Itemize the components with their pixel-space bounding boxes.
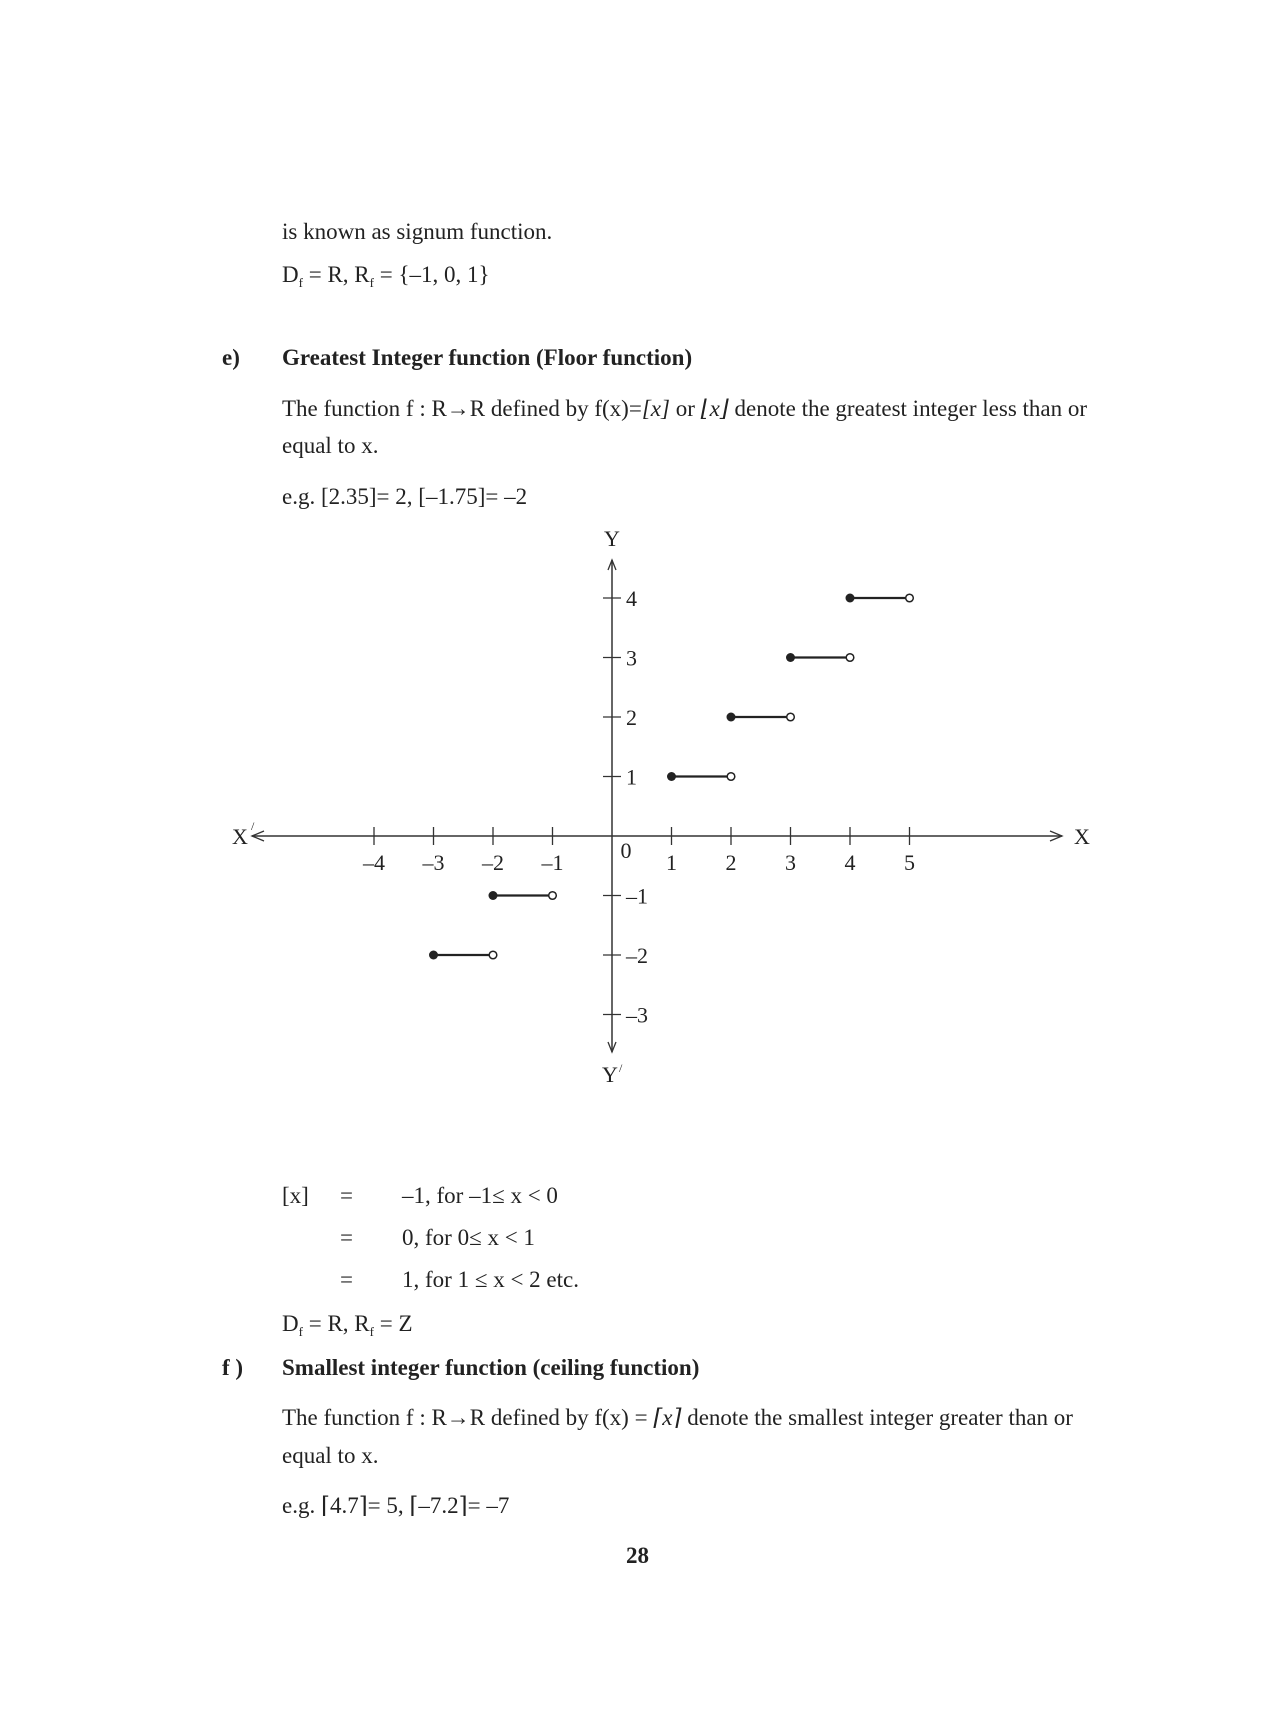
eg-label: e.g. (282, 484, 321, 509)
closed-dot-1 (489, 891, 498, 900)
x-tick-label-4: 1 (666, 850, 677, 875)
y-tick-label-2: 2 (626, 705, 637, 730)
eg-d: = –7 (467, 1493, 510, 1518)
def-text: The function f : R→R defined by f(x)= (282, 396, 642, 421)
x-tick-label-0: –4 (363, 850, 385, 875)
y-tick-label-4: –1 (626, 883, 648, 909)
y-axis-label: Y (604, 526, 620, 551)
y-tick-label-6: –3 (626, 1002, 648, 1028)
rf-sub: f (369, 275, 374, 290)
closed-dot-5 (846, 594, 855, 603)
def-text: The function f : R→R defined by f(x) = (282, 1405, 654, 1430)
eg-c: ⌈–7.2⌉ (409, 1493, 468, 1518)
x-axis-label: X (1074, 824, 1090, 849)
section-f-example (282, 1492, 509, 1520)
y-tick-label-5: –2 (626, 943, 648, 968)
step-segments (429, 594, 913, 960)
section-e-title: Greatest Integer function (Floor function) (282, 345, 693, 370)
open-dot-3 (787, 713, 795, 721)
def-floor-x: ⌊x⌋ (700, 396, 729, 421)
def-or: or (669, 396, 701, 421)
df-mid: = R, R (302, 1311, 370, 1336)
x-tick-label-8: 5 (904, 850, 915, 875)
open-dot-0 (489, 951, 497, 959)
closed-dot-2 (667, 772, 676, 781)
cases-row-2: 0, for 0≤ x < 1 (402, 1225, 535, 1250)
df-letter: D (282, 1311, 299, 1336)
cases-lhs: [x] (282, 1183, 309, 1208)
y-neg-axis-label: Y (602, 1062, 618, 1087)
x-neg-axis-label: X (232, 824, 248, 849)
x-tick-label-2: –2 (482, 850, 504, 875)
y-neg-prime: / (619, 1061, 623, 1075)
x-tick-label-7: 4 (844, 850, 856, 875)
intro-line: is known as signum function. (282, 219, 553, 244)
eg-d: = –2 (485, 484, 528, 509)
df-sub: f (298, 1324, 303, 1339)
closed-dot-3 (727, 713, 736, 722)
x-tick-label-5: 2 (725, 850, 737, 875)
open-dot-4 (846, 654, 854, 662)
section-f-definition-line2: equal to x. (282, 1443, 379, 1468)
x-neg-prime: / (251, 819, 255, 833)
eg-a: [2.35] (320, 484, 377, 509)
x-tick-label-6: 3 (785, 850, 796, 875)
y-tick-label-1: 3 (626, 645, 637, 671)
def-text-tail: denote the greatest integer less than or (728, 396, 1088, 421)
axes (252, 560, 1062, 1052)
closed-dot-0 (429, 951, 438, 960)
eg-a: ⌈4.7⌉ (320, 1493, 368, 1518)
section-e-definition-line2: equal to x. (282, 433, 379, 458)
open-dot-1 (549, 892, 557, 900)
open-dot-2 (727, 773, 735, 781)
origin-label: 0 (620, 838, 632, 863)
x-tick-label-3: –1 (541, 850, 564, 875)
x-tick-label-1: –3 (422, 850, 445, 875)
eg-c: [–1.75] (418, 484, 486, 509)
rf-sub: f (369, 1324, 374, 1339)
cases-row-1: –1, for –1≤ x < 0 (402, 1183, 558, 1208)
y-tick-label-0: 4 (626, 586, 637, 611)
rf-value: = {–1, 0, 1} (373, 262, 490, 287)
cases-row-3: 1, for 1 ≤ x < 2 etc. (402, 1267, 579, 1292)
eg-b: = 2, (376, 484, 419, 509)
section-f-definition (282, 1404, 1073, 1432)
section-e-label: e) (222, 345, 240, 370)
closed-dot-4 (786, 653, 795, 662)
def-text-tail: denote the smallest integer greater than or (681, 1405, 1073, 1430)
page-number: 28 (626, 1543, 649, 1568)
df-letter: D (282, 262, 299, 287)
eg-label: e.g. (282, 1493, 321, 1518)
cases-eq-1: = (340, 1183, 353, 1208)
tick-labels (232, 526, 1090, 1087)
open-dot-5 (906, 594, 914, 602)
df-mid: = R, R (302, 262, 370, 287)
def-ceil-x: ⌈x⌉ (653, 1405, 682, 1430)
def-bracket-x: [x] (641, 396, 670, 421)
df-sub: f (298, 275, 303, 290)
cases-domain-range (282, 1310, 413, 1338)
cases-eq-2: = (340, 1225, 353, 1250)
section-f-label: f ) (222, 1355, 244, 1380)
eg-b: = 5, (367, 1493, 410, 1518)
section-f-title: Smallest integer function (ceiling function) (282, 1355, 700, 1380)
rf-value: = Z (373, 1311, 413, 1336)
y-tick-label-3: 1 (626, 764, 637, 790)
cases-eq-3: = (340, 1267, 353, 1292)
